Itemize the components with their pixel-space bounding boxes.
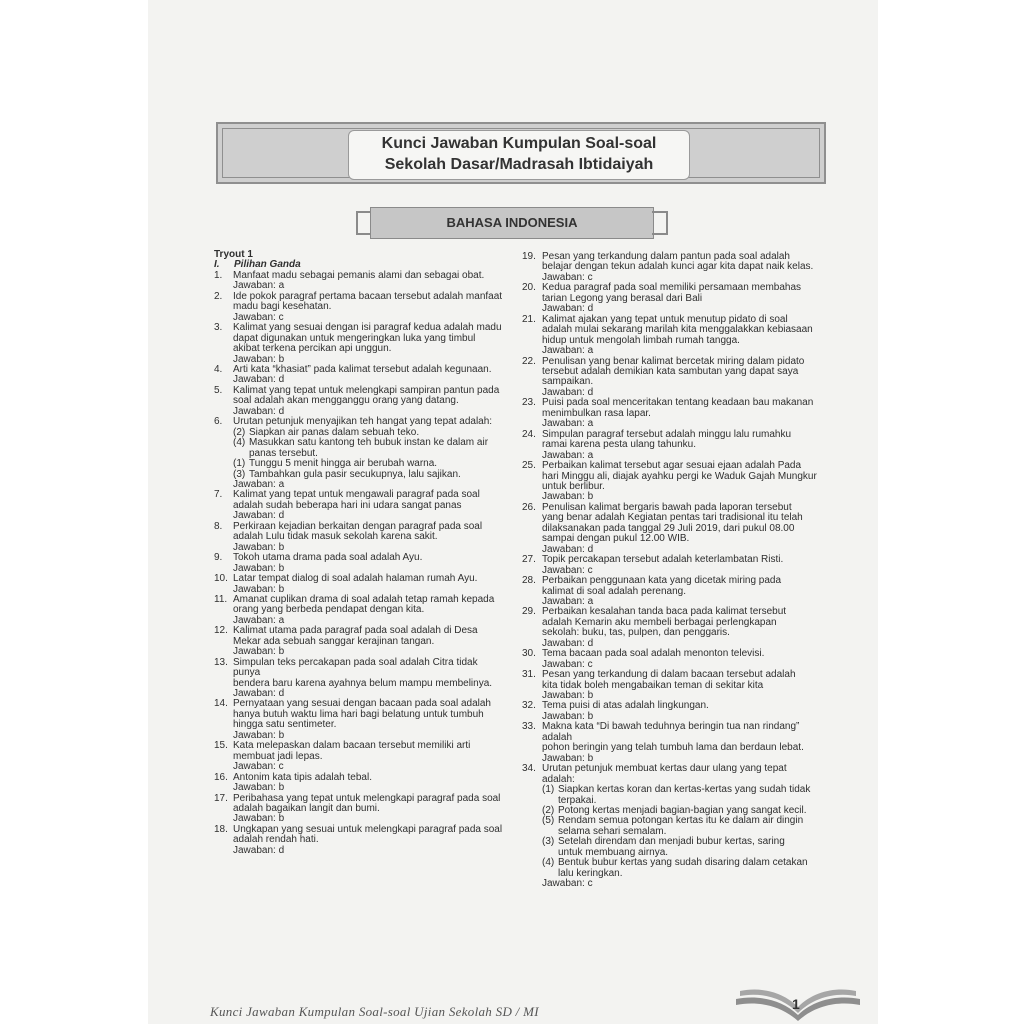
item-number: 5.	[214, 384, 223, 396]
item-text-line: membuat jadi lepas.	[233, 750, 323, 762]
item-number: 16.	[214, 771, 228, 783]
answer-key: Jawaban: b	[233, 646, 285, 658]
answer-key: Jawaban: d	[233, 374, 285, 386]
item-text-line: dapat digunakan untuk mengeringkan luka yang timbul	[233, 332, 476, 344]
item-text-line: Tema puisi di atas adalah lingkungan.	[542, 700, 709, 712]
item-text-line: tersebut adalah demikian kata sambutan yang dapat saya	[542, 365, 799, 377]
item-text-line: Simpulan paragraf tersebut adalah minggu lalu rumahku	[542, 428, 792, 440]
item-text-line: Pesan yang terkandung di dalam bacaan tersebut adalah	[542, 669, 796, 681]
step-text-line: lalu keringkan.	[558, 867, 623, 879]
answer-item	[522, 283, 818, 314]
item-number: 25.	[522, 460, 536, 472]
item-number: 15.	[214, 740, 228, 752]
item-number: 26.	[522, 501, 536, 513]
item-text-line: Ide pokok paragraf pertama bacaan tersebut adalah manfaat	[233, 290, 503, 302]
answer-item	[522, 722, 818, 764]
item-number: 3.	[214, 322, 223, 334]
item-text-line: hari Minggu ali, diajak ayahku pergi ke Waduk Gajah Mungkur	[542, 470, 817, 482]
answer-key: Jawaban: d	[233, 405, 285, 417]
item-text-line: ramai karena pesta ulang tahunku.	[542, 439, 696, 451]
item-text-line: Amanat cuplikan drama di soal adalah tetap ramah kepada	[233, 593, 495, 605]
item-text-line: Urutan petunjuk menyajikan teh hangat yang tepat adalah:	[233, 416, 493, 428]
answer-item	[214, 773, 504, 794]
item-number: 34.	[522, 763, 536, 775]
answer-item	[522, 555, 818, 576]
answer-item	[214, 825, 504, 856]
answer-key: Jawaban: a	[542, 595, 594, 607]
item-number: 23.	[522, 397, 536, 409]
step-text-line: Siapkan kertas koran dan kertas-kertas yang sudah tidak	[558, 784, 811, 796]
item-text-line: adalah rendah hati.	[233, 834, 319, 846]
title-line-1: Kunci Jawaban Kumpulan Soal-soal	[381, 135, 657, 152]
item-number: 17.	[214, 792, 228, 804]
item-number: 28.	[522, 575, 536, 587]
answer-key: Jawaban: d	[542, 543, 594, 555]
step-item	[542, 837, 818, 858]
answer-key: Jawaban: d	[542, 303, 594, 315]
step-number: (1)	[233, 458, 246, 470]
step-text-line: Potong kertas menjadi bagian-bagian yang sangat kecil.	[558, 805, 807, 817]
item-text-line: Penulisan kalimat bergaris bawah pada laporan tersebut	[542, 501, 792, 513]
item-text-line: Penulisan yang benar kalimat bercetak miring dalam pidato	[542, 355, 805, 367]
answer-key: Jawaban: a	[542, 345, 594, 357]
item-text-line: hingga satu sentimeter.	[233, 719, 337, 731]
item-text-line: Kalimat ajakan yang tepat untuk menutup pidato di soal	[542, 313, 788, 325]
step-number: (2)	[233, 426, 246, 438]
title-line-2: Sekolah Dasar/Madrasah Ibtidaiyah	[384, 156, 654, 173]
step-item	[233, 438, 504, 459]
step-text-line: Siapkan air panas dalam sebuah teko.	[249, 426, 420, 438]
item-text-line: madu bagi kesehatan.	[233, 301, 332, 313]
item-text-line: Perbaikan kalimat tersebut agar sesuai ejaan adalah Pada	[542, 460, 802, 472]
item-number: 22.	[522, 355, 536, 367]
answer-key: Jawaban: d	[542, 386, 594, 398]
answer-key: Jawaban: b	[233, 353, 285, 365]
footer-text: Kunci Jawaban Kumpulan Soal-soal Ujian Sekolah SD / MI	[210, 1004, 539, 1019]
answer-key: Jawaban: a	[542, 449, 594, 461]
item-number: 9.	[214, 552, 223, 564]
item-number: 10.	[214, 573, 228, 585]
section-title: Pilihan Ganda	[234, 259, 301, 271]
item-text-line: kalimat di soal adalah perenang.	[542, 585, 686, 597]
answer-key: Jawaban: a	[542, 418, 594, 430]
answer-key: Jawaban: b	[233, 813, 285, 825]
item-text-line: Puisi pada soal menceritakan tentang keadaan bau makanan	[542, 397, 814, 409]
answer-key: Jawaban: c	[542, 564, 593, 576]
item-text-line: hanya butuh waktu lima hari bagi belatung untuk tumbuh	[233, 708, 484, 720]
answer-key: Jawaban: a	[233, 478, 285, 490]
title-box	[348, 130, 690, 180]
item-number: 14.	[214, 698, 228, 710]
answer-item	[214, 417, 504, 490]
item-text-line: Latar tempat dialog di soal adalah halaman rumah Ayu.	[233, 573, 478, 585]
item-text-line: tarian Legong yang berasal dari Bali	[542, 292, 703, 304]
answer-item	[214, 522, 504, 553]
step-text-line: panas tersebut.	[249, 447, 318, 459]
item-number: 13.	[214, 656, 228, 668]
answer-key: Jawaban: b	[542, 491, 594, 503]
item-number: 19.	[522, 251, 536, 262]
step-number: (3)	[233, 468, 246, 480]
item-text-line: Kedua paragraf pada soal memiliki persamaan membahas	[542, 282, 802, 294]
answer-key: Jawaban: c	[233, 311, 284, 323]
step-number: (4)	[542, 857, 555, 869]
answer-item	[214, 574, 504, 595]
step-text-line: Rendam semua potongan kertas itu ke dalam air dingin	[558, 815, 804, 827]
item-text-line: adalah bagaikan langit dan bumi.	[233, 803, 380, 815]
answer-item	[214, 365, 504, 386]
step-text-line: Tunggu 5 menit hingga air berubah warna.	[249, 458, 438, 470]
answer-key: Jawaban: b	[542, 690, 594, 702]
answer-key: Jawaban: d	[233, 688, 285, 700]
answer-key: Jawaban: b	[233, 541, 285, 553]
banner-ornament-right	[652, 211, 668, 235]
item-text-line: yang benar adalah Kegiatan pentas tari tradisional itu telah	[542, 512, 803, 524]
answer-column-left	[214, 250, 504, 856]
answer-item	[522, 649, 818, 670]
answer-item	[522, 670, 818, 701]
step-number: (3)	[542, 836, 555, 848]
item-text-line: soal adalah akan mengganggu orang yang datang.	[233, 395, 459, 407]
item-text-line: adalah Lulu tidak masuk sekolah karena sakit.	[233, 531, 438, 543]
item-text-line: Ungkapan yang sesuai untuk melengkapi paragraf pada soal	[233, 823, 503, 835]
item-text-line: Arti kata “khasiat” pada kalimat tersebut adalah kegunaan.	[233, 363, 492, 375]
item-text-line: Pernyataan yang sesuai dengan bacaan pada soal adalah	[233, 698, 491, 710]
item-text-line: sampaikan.	[542, 376, 594, 388]
answer-key: Jawaban: d	[233, 510, 285, 522]
answer-item	[522, 701, 818, 722]
answer-item	[214, 271, 504, 292]
step-item	[542, 785, 818, 806]
item-number: 30.	[522, 648, 536, 660]
answer-item	[214, 490, 504, 521]
answer-key: Jawaban: c	[542, 878, 593, 890]
answer-item	[214, 741, 504, 772]
item-text-line: Kalimat yang tepat untuk mengawali paragraf pada soal	[233, 489, 480, 501]
item-text-line: orang yang berbeda pendapat dengan kita.	[233, 604, 425, 616]
item-text-line: Peribahasa yang tepat untuk melengkapi paragraf pada soal	[233, 792, 501, 804]
step-item	[233, 470, 504, 480]
item-text-line: Kata melepaskan dalam bacaan tersebut memiliki arti	[233, 740, 471, 752]
item-number: 4.	[214, 363, 223, 375]
step-item	[233, 459, 504, 469]
tryout-heading: Tryout 1	[214, 249, 253, 260]
step-text-line: Bentuk bubur kertas yang sudah disaring dalam cetakan	[558, 857, 808, 869]
answer-item	[214, 626, 504, 657]
item-text-line: adalah sudah beberapa hari ini udara sangat panas	[233, 499, 462, 511]
answer-key: Jawaban: d	[233, 844, 285, 856]
item-number: 24.	[522, 428, 536, 440]
item-text-line: pohon beringin yang telah tumbuh lama dan berdaun lebat.	[542, 742, 804, 754]
item-text-line: Perbaikan penggunaan kata yang dicetak miring pada	[542, 575, 782, 587]
step-item	[542, 816, 818, 837]
item-number: 12.	[214, 625, 228, 637]
item-number: 33.	[522, 721, 536, 733]
answer-item	[522, 430, 818, 461]
item-text-line: kita tidak boleh mengabaikan teman di sekitar kita	[542, 679, 764, 691]
item-text-line: Urutan petunjuk membuat kertas daur ulang yang tepat adalah:	[542, 763, 787, 785]
subject-title: BAHASA INDONESIA	[370, 207, 654, 239]
title-banner	[216, 122, 826, 184]
page-number: 1	[792, 996, 800, 1012]
answer-item	[522, 398, 818, 429]
item-text-line: hidup untuk mengolah limbah rumah tangga.	[542, 334, 740, 346]
item-number: 20.	[522, 282, 536, 294]
answer-key: Jawaban: d	[542, 637, 594, 649]
item-text-line: Kalimat yang sesuai dengan isi paragraf kedua adalah madu	[233, 322, 502, 334]
answer-item	[522, 315, 818, 357]
item-text-line: menimbulkan rasa lapar.	[542, 407, 651, 419]
item-text-line: bendera baru karena ayahnya belum mampu membelinya.	[233, 677, 493, 689]
item-text-line: Kalimat utama pada paragraf pada soal adalah di Desa	[233, 625, 478, 637]
item-text-line: belajar dengan tekun adalah kunci agar kita dapat naik kelas.	[542, 261, 814, 273]
item-number: 31.	[522, 669, 536, 681]
item-number: 29.	[522, 606, 536, 618]
answer-item	[522, 461, 818, 503]
item-text-line: sekolah: buku, tas, pulpen, dan penggaris.	[542, 627, 730, 639]
answer-item	[522, 357, 818, 399]
item-text-line: Perkiraan kejadian berkaitan dengan paragraf pada soal	[233, 520, 483, 532]
answer-item	[214, 595, 504, 626]
item-text-line: Pesan yang terkandung dalam pantun pada soal adalah	[542, 251, 790, 262]
answer-item	[214, 658, 504, 700]
item-number: 6.	[214, 416, 223, 428]
item-text-line: Simpulan teks percakapan pada soal adalah Citra tidak punya	[233, 656, 478, 679]
step-number: (1)	[542, 784, 555, 796]
item-text-line: Kalimat yang tepat untuk melengkapi sampiran pantun pada	[233, 384, 500, 396]
answer-key: Jawaban: a	[233, 614, 285, 626]
step-text-line: terpakai.	[558, 794, 597, 806]
item-text-line: Mekar ada sebuah sanggar kerajinan tangan.	[233, 635, 435, 647]
answer-item	[214, 292, 504, 323]
item-number: 21.	[522, 313, 536, 325]
item-text-line: dilaksanakan pada tanggal 29 Juli 2019, dari pukul 08.00	[542, 522, 795, 534]
answer-item	[522, 607, 818, 649]
answer-item	[214, 699, 504, 741]
item-number: 7.	[214, 489, 223, 501]
item-text-line: Manfaat madu sebagai pemanis alami dan sebagai obat.	[233, 269, 485, 281]
answer-item	[214, 553, 504, 574]
answer-item	[522, 576, 818, 607]
item-number: 18.	[214, 823, 228, 835]
answer-key: Jawaban: c	[542, 271, 593, 283]
answer-key: Jawaban: b	[233, 583, 285, 595]
item-text-line: Makna kata “Di bawah teduhnya beringin tua nan rindang” adalah	[542, 721, 800, 743]
answer-item	[522, 252, 818, 283]
answer-key: Jawaban: c	[233, 761, 284, 773]
step-text-line: Setelah direndam dan menjadi bubur kertas, saring	[558, 836, 785, 848]
answer-key: Jawaban: b	[233, 782, 285, 794]
item-text-line: adalah Kemarin aku membeli berbagai perlengkapan	[542, 616, 777, 628]
answer-key: Jawaban: b	[542, 710, 594, 722]
answer-key: Jawaban: b	[542, 752, 594, 764]
item-number: 27.	[522, 554, 536, 566]
answer-item	[214, 794, 504, 825]
item-number: 32.	[522, 700, 536, 712]
answer-key: Jawaban: a	[233, 280, 285, 292]
item-number: 2.	[214, 290, 223, 302]
item-text-line: Topik percakapan tersebut adalah keterlambatan Risti.	[542, 554, 784, 566]
item-text-line: akibat terkena percikan api unggun.	[233, 343, 392, 355]
item-text-line: sampai dengan pukul 12.00 WIB.	[542, 533, 690, 545]
item-number: 11.	[214, 593, 228, 605]
answer-item	[214, 323, 504, 365]
step-number: (4)	[233, 437, 246, 449]
answer-key: Jawaban: c	[542, 658, 593, 670]
step-text-line: Tambahkan gula pasir secukupnya, lalu sajikan.	[249, 468, 461, 480]
section-numeral: I.	[214, 259, 220, 271]
answer-item	[522, 764, 818, 889]
item-text-line: untuk berlibur.	[542, 480, 605, 492]
item-text-line: Perbaikan kesalahan tanda baca pada kalimat tersebut	[542, 606, 787, 618]
step-text-line: selama sehari semalam.	[558, 825, 667, 837]
step-item	[542, 858, 818, 879]
answer-column-right	[522, 252, 818, 890]
subject-banner	[356, 207, 668, 239]
item-text-line: Tema bacaan pada soal adalah menonton televisi.	[542, 648, 765, 660]
step-text-line: untuk membuang airnya.	[558, 846, 669, 858]
item-text-line: Antonim kata tipis adalah tebal.	[233, 771, 372, 783]
item-text-line: Tokoh utama drama pada soal adalah Ayu.	[233, 552, 423, 564]
answer-key: Jawaban: b	[233, 562, 285, 574]
item-number: 8.	[214, 520, 223, 532]
answer-item	[522, 503, 818, 555]
item-number: 1.	[214, 269, 223, 281]
answer-item	[214, 386, 504, 417]
step-number: (5)	[542, 815, 555, 827]
step-number: (2)	[542, 805, 555, 817]
answer-key: Jawaban: b	[233, 729, 285, 741]
step-text-line: Masukkan satu kantong teh bubuk instan ke dalam air	[249, 437, 489, 449]
item-text-line: adalah mulai sekarang marilah kita menggalakkan kebiasaan	[542, 324, 813, 336]
